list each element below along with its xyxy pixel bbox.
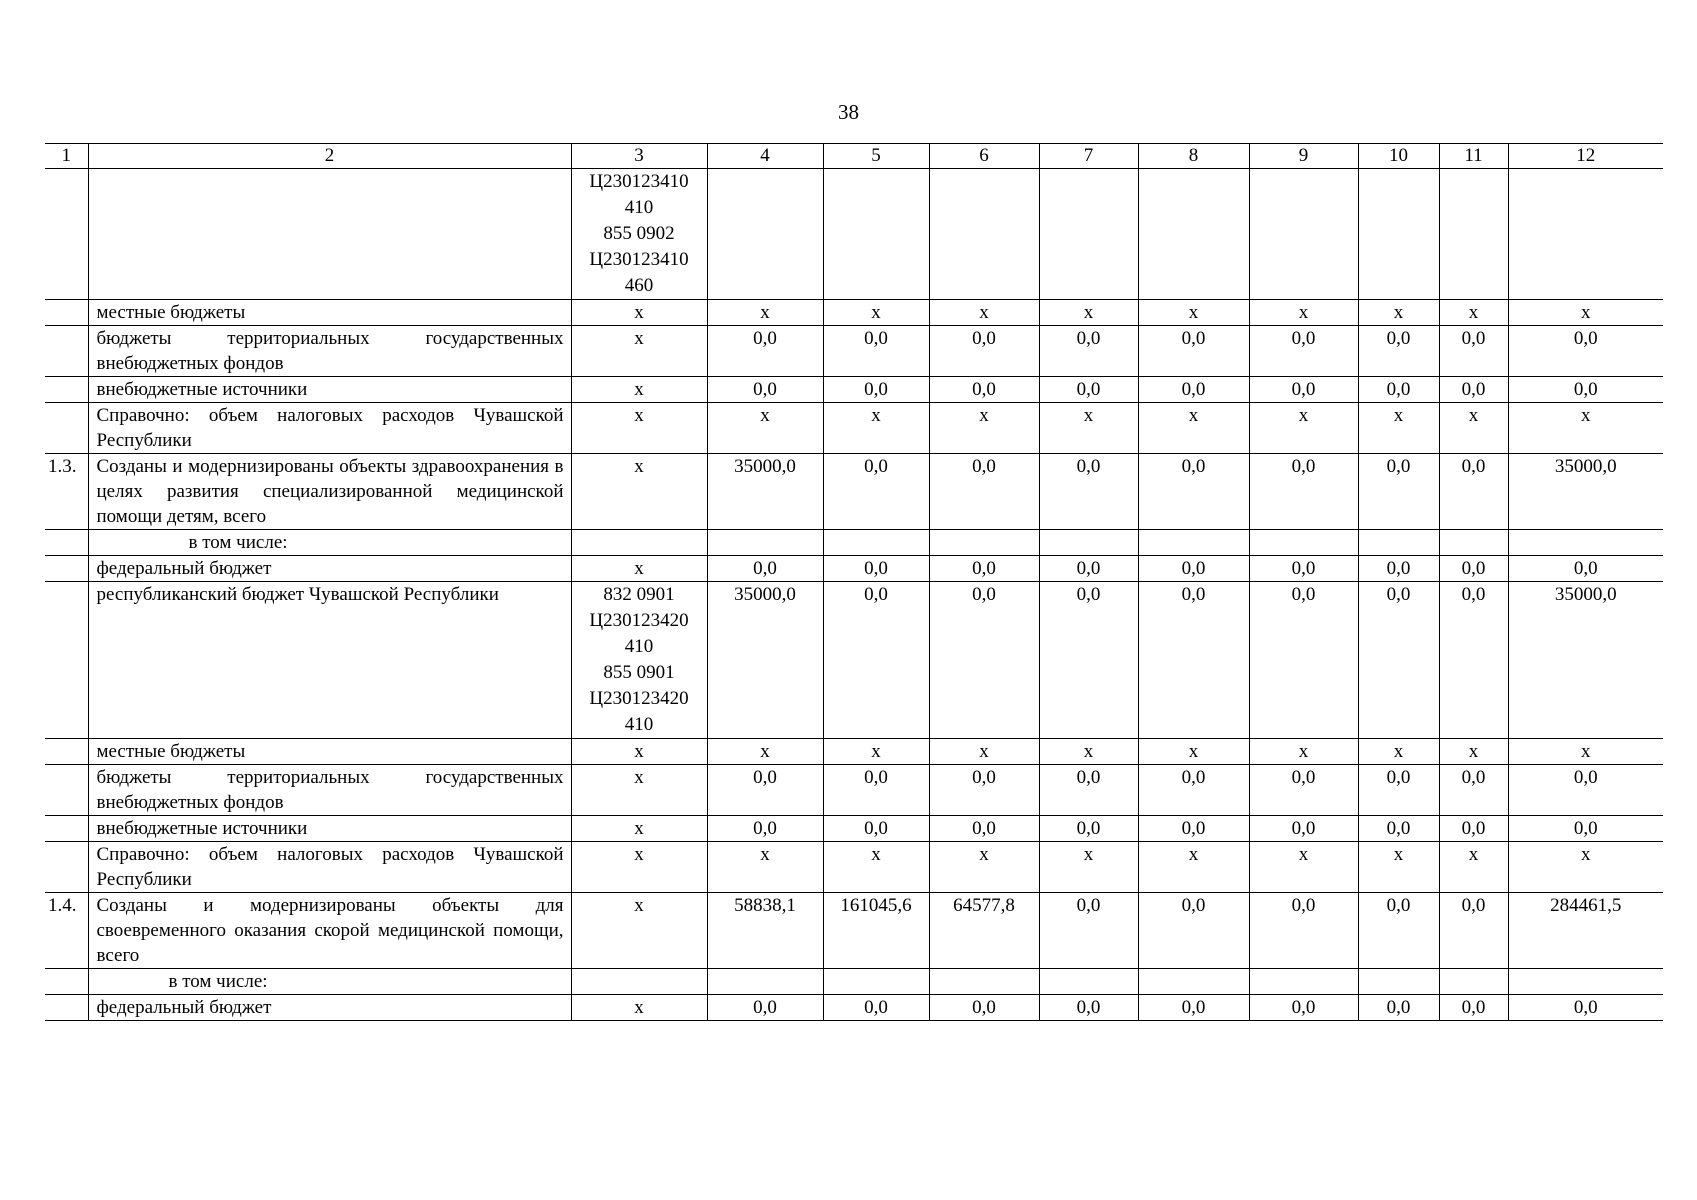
value-cell: x [823,739,929,765]
budget-table [45,143,1663,1021]
value-cell: 0,0 [1249,995,1358,1021]
value-cell: 0,0 [707,556,823,582]
row-name-cell [88,169,571,300]
value-cell: x [1358,739,1439,765]
value-cell: 0,0 [1439,893,1508,969]
value-cell: 0,0 [1439,454,1508,530]
value-cell: 0,0 [1138,893,1249,969]
budget-code-line: x [634,844,644,865]
row-name-cell: Созданы и модернизированы объекты для своевременного оказания скорой медицинской помощи, всего [88,893,571,969]
table-row [45,582,1663,739]
value-cell: x [1138,403,1249,454]
row-number-cell [45,326,88,377]
value-cell: 0,0 [1439,816,1508,842]
page-number: 38 [838,100,859,124]
value-cell: 0,0 [823,995,929,1021]
value-cell: 0,0 [1439,377,1508,403]
budget-code-cell [571,403,707,454]
value-cell: 0,0 [1039,556,1138,582]
row-number-cell [45,582,88,739]
value-cell: 0,0 [1138,816,1249,842]
value-cell: x [929,739,1039,765]
value-cell [1039,169,1138,300]
value-cell: 0,0 [1508,995,1663,1021]
value-cell: x [707,739,823,765]
value-cell: x [1358,300,1439,326]
value-cell: 0,0 [1249,893,1358,969]
value-cell [929,169,1039,300]
value-cell [707,969,823,995]
value-cell: x [1439,403,1508,454]
row-name-cell: местные бюджеты [88,739,571,765]
value-cell: 0,0 [1439,582,1508,739]
value-cell: 0,0 [823,765,929,816]
value-cell [1138,169,1249,300]
value-cell: 0,0 [929,582,1039,739]
value-cell: 0,0 [707,765,823,816]
row-number-cell [45,995,88,1021]
value-cell: 58838,1 [707,893,823,969]
value-cell: 0,0 [1358,454,1439,530]
value-cell: 0,0 [1138,582,1249,739]
budget-code-cell [571,530,707,556]
value-cell: 0,0 [1039,816,1138,842]
value-cell: 0,0 [1138,995,1249,1021]
value-cell: 0,0 [823,556,929,582]
value-cell: x [1138,739,1249,765]
row-number-cell: 1.3. [45,454,88,530]
value-cell: 35000,0 [1508,454,1663,530]
budget-code-line: Ц230123410 [589,249,689,270]
budget-code-line: 410 [624,714,654,735]
row-number-cell [45,739,88,765]
budget-code-line: x [634,302,644,323]
value-cell: 0,0 [707,816,823,842]
value-cell [707,169,823,300]
table-row [45,556,1663,582]
row-name-cell: Справочно: объем налоговых расходов Чувашской Республики [88,403,571,454]
column-number-row [45,144,1663,169]
value-cell: 0,0 [823,377,929,403]
value-cell: 0,0 [1358,582,1439,739]
table-row [45,403,1663,454]
value-cell: x [1508,842,1663,893]
column-number-cell: 4 [707,144,823,169]
value-cell: x [1138,300,1249,326]
value-cell [1439,969,1508,995]
row-name-cell: в том числе: [88,530,571,556]
value-cell [1508,969,1663,995]
row-name-cell: бюджеты территориальных государственных внебюджетных фондов [88,765,571,816]
table-row [45,995,1663,1021]
value-cell: x [1358,403,1439,454]
value-cell: 35000,0 [707,582,823,739]
value-cell: 0,0 [1039,995,1138,1021]
value-cell: 0,0 [1439,765,1508,816]
value-cell: x [1039,739,1138,765]
value-cell: 0,0 [1508,816,1663,842]
value-cell: 284461,5 [1508,893,1663,969]
budget-code-line: x [634,895,644,916]
value-cell [929,969,1039,995]
column-number-cell: 3 [571,144,707,169]
value-cell [1358,530,1439,556]
value-cell: 0,0 [1508,556,1663,582]
value-cell [1439,169,1508,300]
budget-code-line: 410 [624,197,654,218]
budget-code-line: x [634,558,644,579]
row-number-cell [45,169,88,300]
value-cell: x [1249,842,1358,893]
row-name-cell: федеральный бюджет [88,995,571,1021]
row-number-cell: 1.4. [45,893,88,969]
value-cell: 0,0 [929,326,1039,377]
column-number-cell: 6 [929,144,1039,169]
budget-code-line: Ц230123410 [589,171,689,192]
value-cell: x [823,842,929,893]
column-number-cell: 10 [1358,144,1439,169]
budget-code-cell [571,300,707,326]
value-cell: x [1439,842,1508,893]
value-cell: x [929,842,1039,893]
budget-code-cell [571,739,707,765]
table-row [45,300,1663,326]
value-cell: 0,0 [1249,765,1358,816]
value-cell: 0,0 [929,995,1039,1021]
row-name-cell: местные бюджеты [88,300,571,326]
budget-code-line: x [634,997,644,1018]
value-cell [1508,530,1663,556]
value-cell: 0,0 [1039,454,1138,530]
budget-code-line: x [634,379,644,400]
value-cell: x [823,403,929,454]
budget-code-line: Ц230123420 [589,688,689,709]
table-row [45,454,1663,530]
value-cell [1358,169,1439,300]
budget-code-line: Ц230123420 [589,610,689,631]
row-name-cell: бюджеты территориальных государственных внебюджетных фондов [88,326,571,377]
value-cell [1249,169,1358,300]
column-number-cell: 11 [1439,144,1508,169]
value-cell: 0,0 [1358,893,1439,969]
value-cell: 0,0 [1358,326,1439,377]
value-cell: 0,0 [707,377,823,403]
value-cell [1508,169,1663,300]
value-cell: 0,0 [1439,995,1508,1021]
value-cell: x [707,403,823,454]
value-cell: 0,0 [1358,816,1439,842]
row-number-cell [45,556,88,582]
value-cell [929,530,1039,556]
value-cell: x [1508,300,1663,326]
value-cell: 0,0 [1039,582,1138,739]
table-row [45,377,1663,403]
budget-code-cell [571,969,707,995]
value-cell: x [1039,403,1138,454]
table-row [45,765,1663,816]
value-cell: 0,0 [1508,326,1663,377]
table-row [45,893,1663,969]
value-cell: 0,0 [1138,556,1249,582]
column-number-cell: 8 [1138,144,1249,169]
value-cell: x [929,300,1039,326]
value-cell: x [1249,739,1358,765]
value-cell: 0,0 [1138,326,1249,377]
value-cell: 35000,0 [1508,582,1663,739]
value-cell: 0,0 [1249,454,1358,530]
table-row [45,530,1663,556]
value-cell: x [1439,739,1508,765]
budget-code-cell [571,556,707,582]
value-cell: x [929,403,1039,454]
value-cell: 0,0 [929,377,1039,403]
value-cell: 0,0 [1138,765,1249,816]
value-cell [823,969,929,995]
row-name-cell: Справочно: объем налоговых расходов Чувашской Республики [88,842,571,893]
value-cell: 0,0 [1138,454,1249,530]
row-number-cell [45,969,88,995]
value-cell: 0,0 [1358,765,1439,816]
value-cell [1249,969,1358,995]
value-cell: 0,0 [1439,326,1508,377]
value-cell: 0,0 [1249,377,1358,403]
value-cell: 0,0 [929,556,1039,582]
value-cell [1249,530,1358,556]
value-cell: 0,0 [1249,556,1358,582]
column-number-cell: 2 [88,144,571,169]
value-cell: 0,0 [929,765,1039,816]
column-number-cell: 1 [45,144,88,169]
budget-code-cell [571,765,707,816]
budget-code-cell [571,169,707,300]
value-cell: x [1249,403,1358,454]
value-cell: 0,0 [929,816,1039,842]
value-cell: 0,0 [707,326,823,377]
value-cell: x [1039,300,1138,326]
value-cell: 0,0 [1039,765,1138,816]
table-row [45,816,1663,842]
value-cell: 0,0 [1358,995,1439,1021]
budget-code-line: x [634,328,644,349]
value-cell [823,169,929,300]
table-row [45,842,1663,893]
value-cell [1039,530,1138,556]
value-cell [823,530,929,556]
budget-code-line: x [634,741,644,762]
table-row [45,969,1663,995]
value-cell: 0,0 [929,454,1039,530]
budget-code-line: 855 0901 [603,662,675,683]
value-cell: 161045,6 [823,893,929,969]
value-cell: 0,0 [1508,765,1663,816]
row-number-cell [45,530,88,556]
value-cell: 35000,0 [707,454,823,530]
column-number-cell: 7 [1039,144,1138,169]
budget-code-cell [571,816,707,842]
value-cell: x [707,300,823,326]
table-row [45,739,1663,765]
budget-code-cell [571,582,707,739]
value-cell: 64577,8 [929,893,1039,969]
budget-code-cell [571,995,707,1021]
value-cell: x [823,300,929,326]
budget-code-line: x [634,767,644,788]
row-name-cell: внебюджетные источники [88,377,571,403]
value-cell: x [707,842,823,893]
value-cell: x [1439,300,1508,326]
budget-code-line: 410 [624,636,654,657]
table-row [45,169,1663,300]
budget-code-cell [571,377,707,403]
value-cell: 0,0 [1039,377,1138,403]
row-name-cell: Созданы и модернизированы объекты здравоохранения в целях развития специализированной медицинской помощи детям, всего [88,454,571,530]
value-cell: 0,0 [823,816,929,842]
value-cell: x [1249,300,1358,326]
value-cell: 0,0 [1439,556,1508,582]
budget-code-line: 832 0901 [603,584,675,605]
value-cell: 0,0 [1039,326,1138,377]
value-cell: 0,0 [1249,326,1358,377]
value-cell: 0,0 [1249,816,1358,842]
budget-code-line: 460 [624,275,654,296]
value-cell: 0,0 [707,995,823,1021]
value-cell: 0,0 [1249,582,1358,739]
row-number-cell [45,403,88,454]
table-row [45,326,1663,377]
column-number-cell: 9 [1249,144,1358,169]
row-name-cell: в том числе: [88,969,571,995]
budget-code-line: x [634,456,644,477]
column-number-cell: 12 [1508,144,1663,169]
value-cell: x [1358,842,1439,893]
value-cell: 0,0 [823,454,929,530]
value-cell: 0,0 [1138,377,1249,403]
row-number-cell [45,765,88,816]
budget-code-cell [571,326,707,377]
budget-code-line: x [634,405,644,426]
row-number-cell [45,300,88,326]
value-cell: x [1039,842,1138,893]
budget-code-cell [571,842,707,893]
budget-code-line: 855 0902 [603,223,675,244]
value-cell [1138,969,1249,995]
row-name-cell: федеральный бюджет [88,556,571,582]
value-cell: 0,0 [823,582,929,739]
value-cell: 0,0 [1358,377,1439,403]
budget-code-line: x [634,818,644,839]
value-cell [1439,530,1508,556]
row-number-cell [45,842,88,893]
budget-code-cell [571,454,707,530]
value-cell: 0,0 [1039,893,1138,969]
value-cell: 0,0 [1508,377,1663,403]
value-cell: x [1508,403,1663,454]
value-cell [1138,530,1249,556]
row-number-cell [45,816,88,842]
value-cell: x [1508,739,1663,765]
value-cell [707,530,823,556]
value-cell: x [1138,842,1249,893]
value-cell: 0,0 [1358,556,1439,582]
row-name-cell: внебюджетные источники [88,816,571,842]
column-number-cell: 5 [823,144,929,169]
row-number-cell [45,377,88,403]
table-body [45,144,1663,1021]
budget-code-cell [571,893,707,969]
row-name-cell: республиканский бюджет Чувашской Республики [88,582,571,739]
value-cell [1039,969,1138,995]
value-cell [1358,969,1439,995]
value-cell: 0,0 [823,326,929,377]
